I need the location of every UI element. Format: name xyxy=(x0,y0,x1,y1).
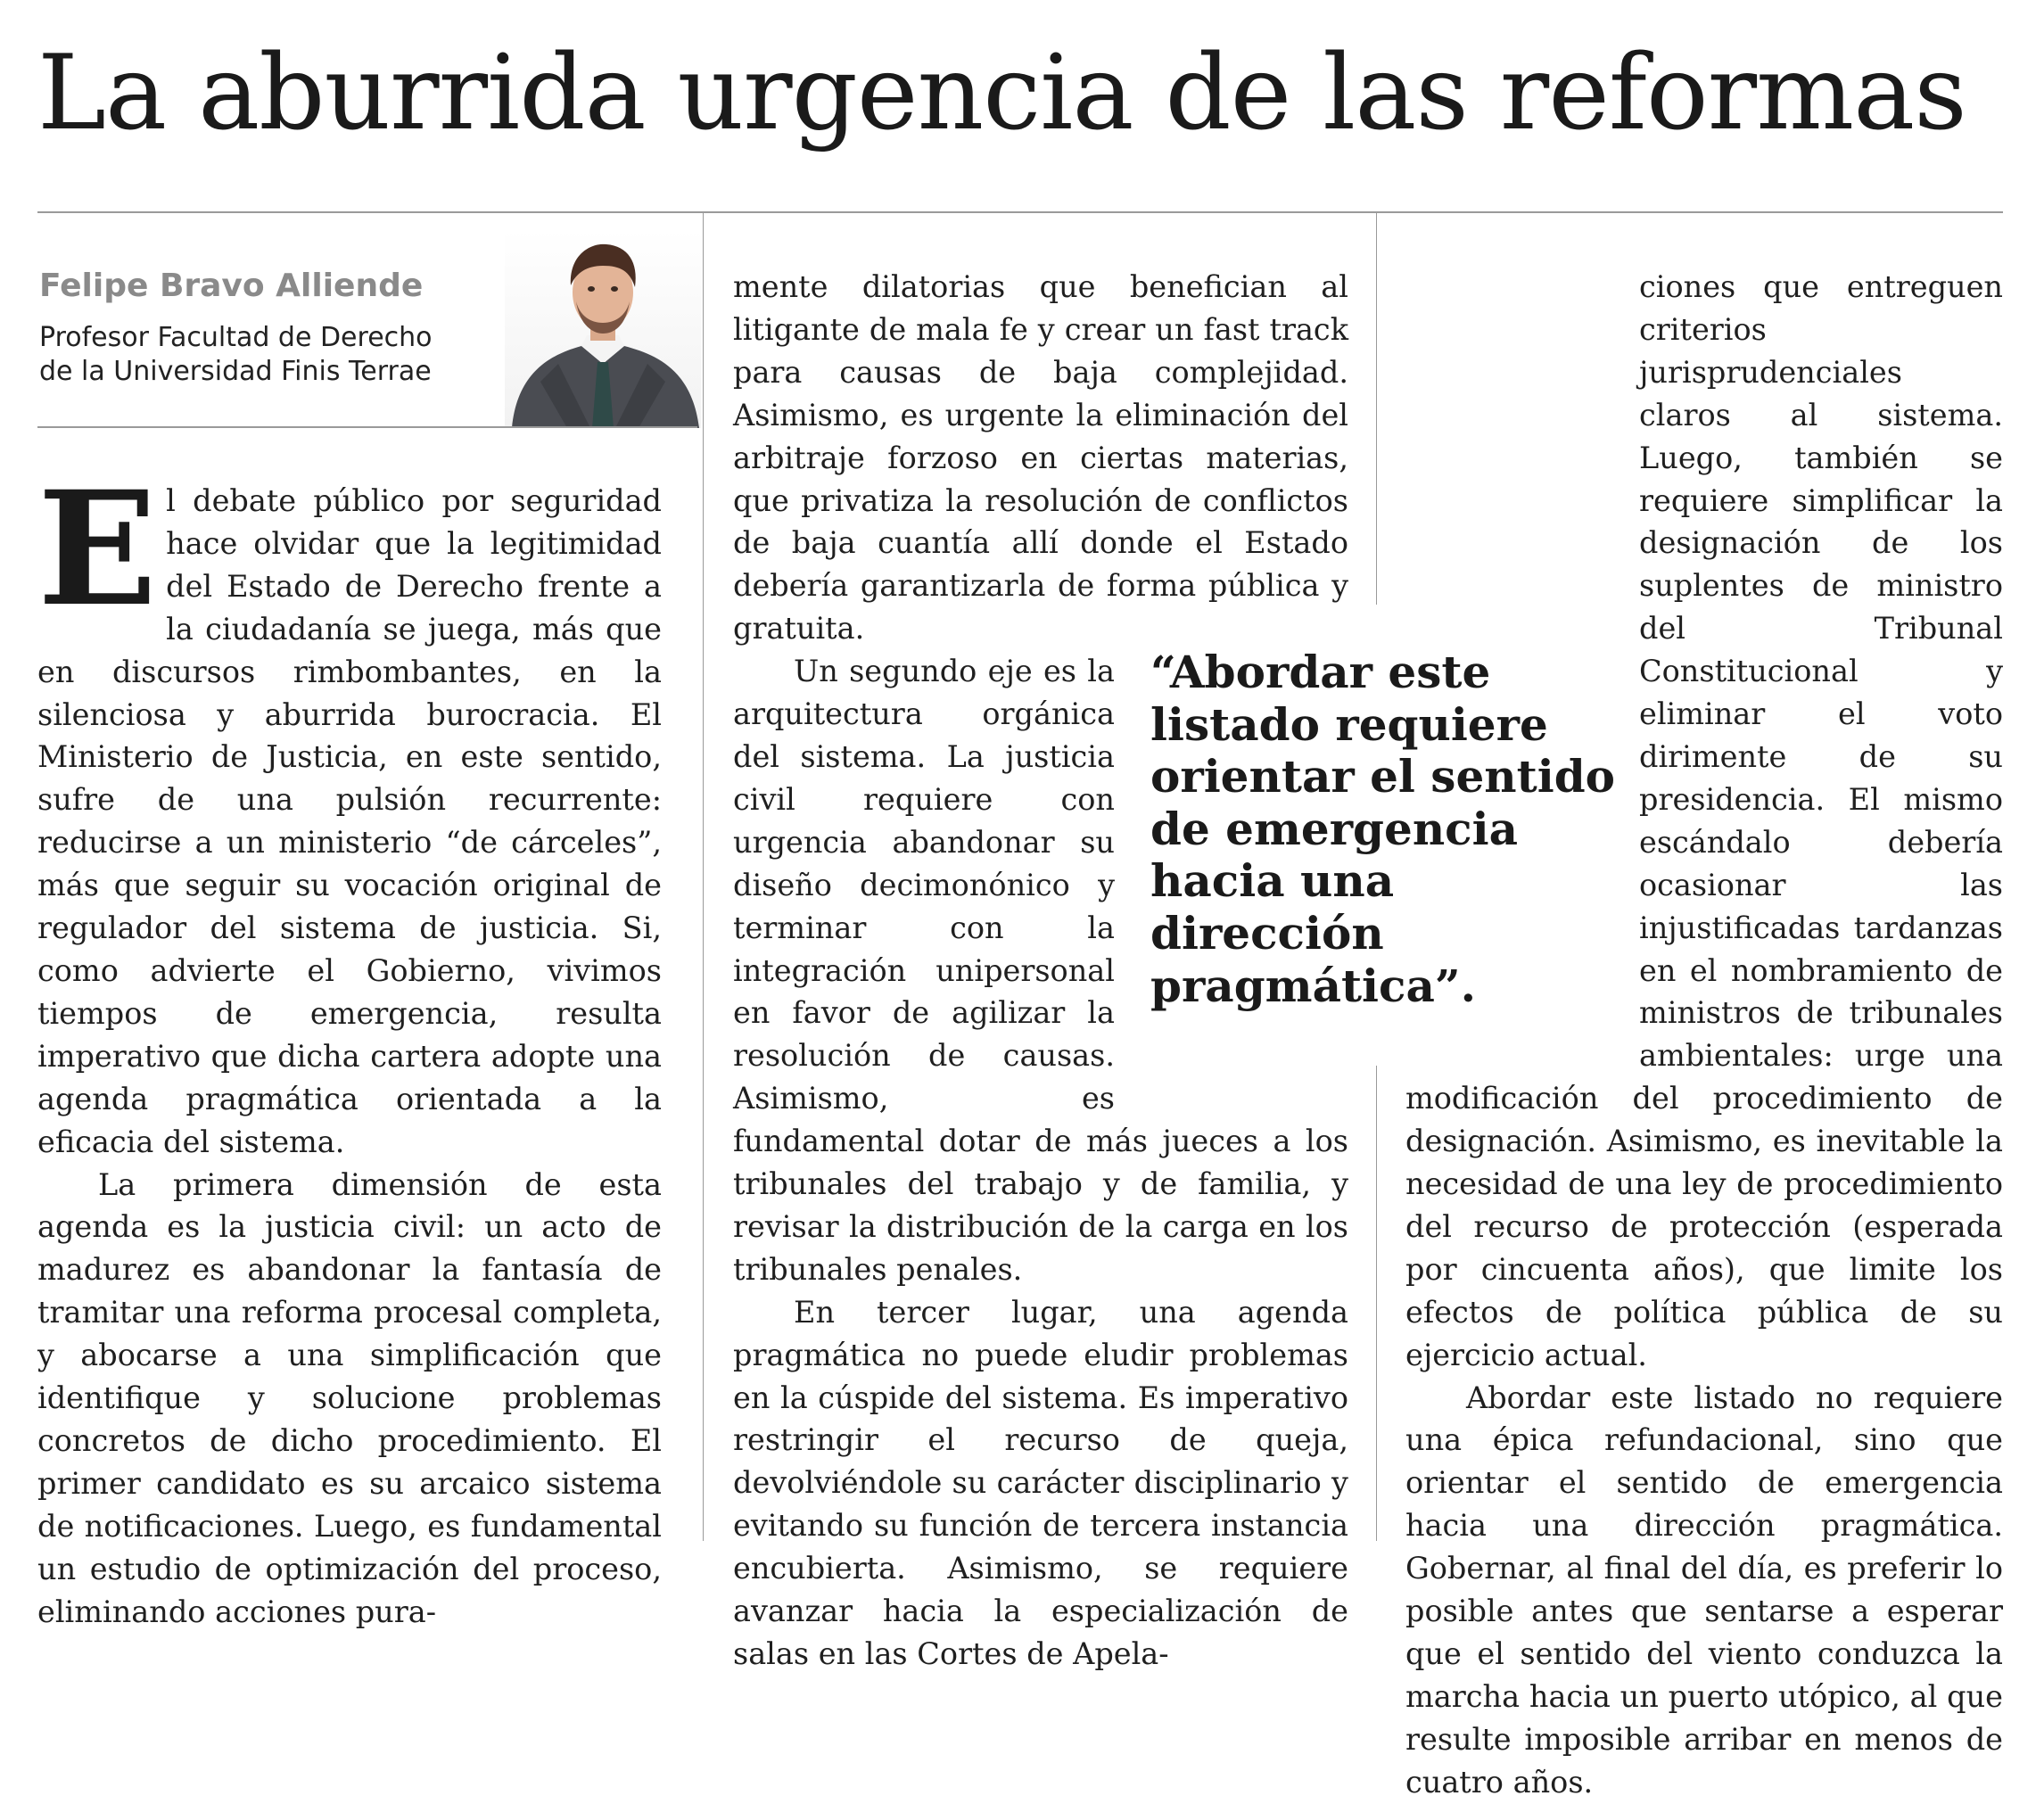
paragraph: Un segundo eje es la arquitectura orgánica del sistema. La justicia civil requiere con urgencia abandonar su diseño decimonónico y terminar con la integración unipersonal en favor de agilizar la resolución de causas. Asimismo, es fundamental dotar de más jueces a los tribunales del trabajo y de familia, y revisar la distribución de la carga en los tribunales penales. xyxy=(733,650,1348,1291)
paragraph-text: l debate público por seguridad hace olvidar que la legitimidad del Estado de Derecho frente a la ciudadanía se juega, más que en discursos rimbombantes, en la silenciosa y aburrida burocracia. El Ministerio de Justicia, en este sentido, sufre de una pulsión recurrente: reducirse a un ministerio “de cárceles”, más que seguir su vocación original de regulador del sistema de justicia. Si, como advierte el Gobierno, vivimos tiempos de emergencia, resulta imperativo que dicha cartera adopte una agenda pragmática orientada a la eficacia del sistema. xyxy=(37,483,662,1159)
paragraph: Abordar este listado no requiere una épica refundacional, sino que orientar el sentido de emergencia hacia una dirección pragmática. Gobernar, al final del día, es preferir lo posible antes que sentarse a esperar que el sentido del viento conduzca la marcha hacia un puerto utópico, al que resulte imposible arribar en menos de cuatro años. xyxy=(1405,1380,2003,1800)
headline: La aburrida urgencia de las reformas xyxy=(37,33,1966,153)
paragraph: La primera dimensión de esta agenda es la justicia civil: un acto de madurez es abandonar la fantasía de tramitar una reforma procesal completa, y abocarse a una simplificación que identifique y solucione problemas concretos de dicho procedimiento. El primer candidato es su arcaico sistema de notificaciones. Luego, es fundamental un estudio de optimización del proceso, eliminando acciones pura- xyxy=(37,1166,662,1629)
author-name: Felipe Bravo Alliende xyxy=(39,268,424,304)
pullquote-line: orientar el sentido xyxy=(1150,750,1616,803)
pullquote-line: dirección xyxy=(1150,906,1384,960)
pullquote xyxy=(1150,646,1616,1012)
article-column-1 xyxy=(37,457,662,1633)
byline-rule xyxy=(37,426,697,428)
dropcap: E xyxy=(37,457,158,641)
author-role-line: Profesor Facultad de Derecho xyxy=(39,322,433,353)
paragraph: En tercer lugar, una agenda pragmática no puede eludir problemas en la cúspide del sistema. Es imperativo restringir el recurso de queja, devolviéndole su carácter disciplinario y evitando su función de tercera instancia encubierta. Asimismo, se requiere avanzar hacia la especialización de salas en las Cortes de Apela- xyxy=(733,1294,1348,1671)
author-portrait-icon xyxy=(505,230,701,428)
paragraph-text: ciones que entreguen criterios jurisprudenciales claros al sistema. Luego, también se requiere simplificar la designación de los suplentes de ministro del Tribunal Constitucional y eliminar el voto dirimente de su presidencia. El mismo escándalo debería ocasionar las injustificadas tardanzas en el nombramiento de ministros de tribunales ambientales: urge una modificación del procedimiento de designación. Asimismo, es inevitable la necesidad de una ley de procedimiento del recurso de protección (esperada por cincuenta años), que limite los efectos de política pública de su ejercicio actual. xyxy=(1405,269,2003,1372)
column-divider-2-lower xyxy=(1376,1066,1377,1541)
top-rule xyxy=(37,211,2003,213)
pullquote-line: pragmática”. xyxy=(1150,959,1477,1012)
author-role-line: de la Universidad Finis Terrae xyxy=(39,356,432,387)
pullquote-line: listado requiere xyxy=(1150,697,1548,751)
column-divider-2 xyxy=(1376,212,1377,605)
pullquote-line: “Abordar este xyxy=(1150,646,1491,698)
column-divider-1 xyxy=(703,212,704,1541)
pullquote-line: de emergencia xyxy=(1150,802,1519,855)
paragraph: mente dilatorias que benefician al litigante de mala fe y crear un fast track para causas de baja complejidad. Asimismo, es urgente la eliminación del arbitraje forzoso en ciertas materias, que privatiza la resolución de conflictos de baja cuantía allí donde el Estado debería garantizarla de forma pública y gratuita. xyxy=(733,269,1348,647)
article-column-3 xyxy=(1405,266,2003,1804)
author-role xyxy=(39,321,539,389)
pullquote-line: hacia una xyxy=(1150,854,1395,908)
paragraph xyxy=(37,457,662,1164)
